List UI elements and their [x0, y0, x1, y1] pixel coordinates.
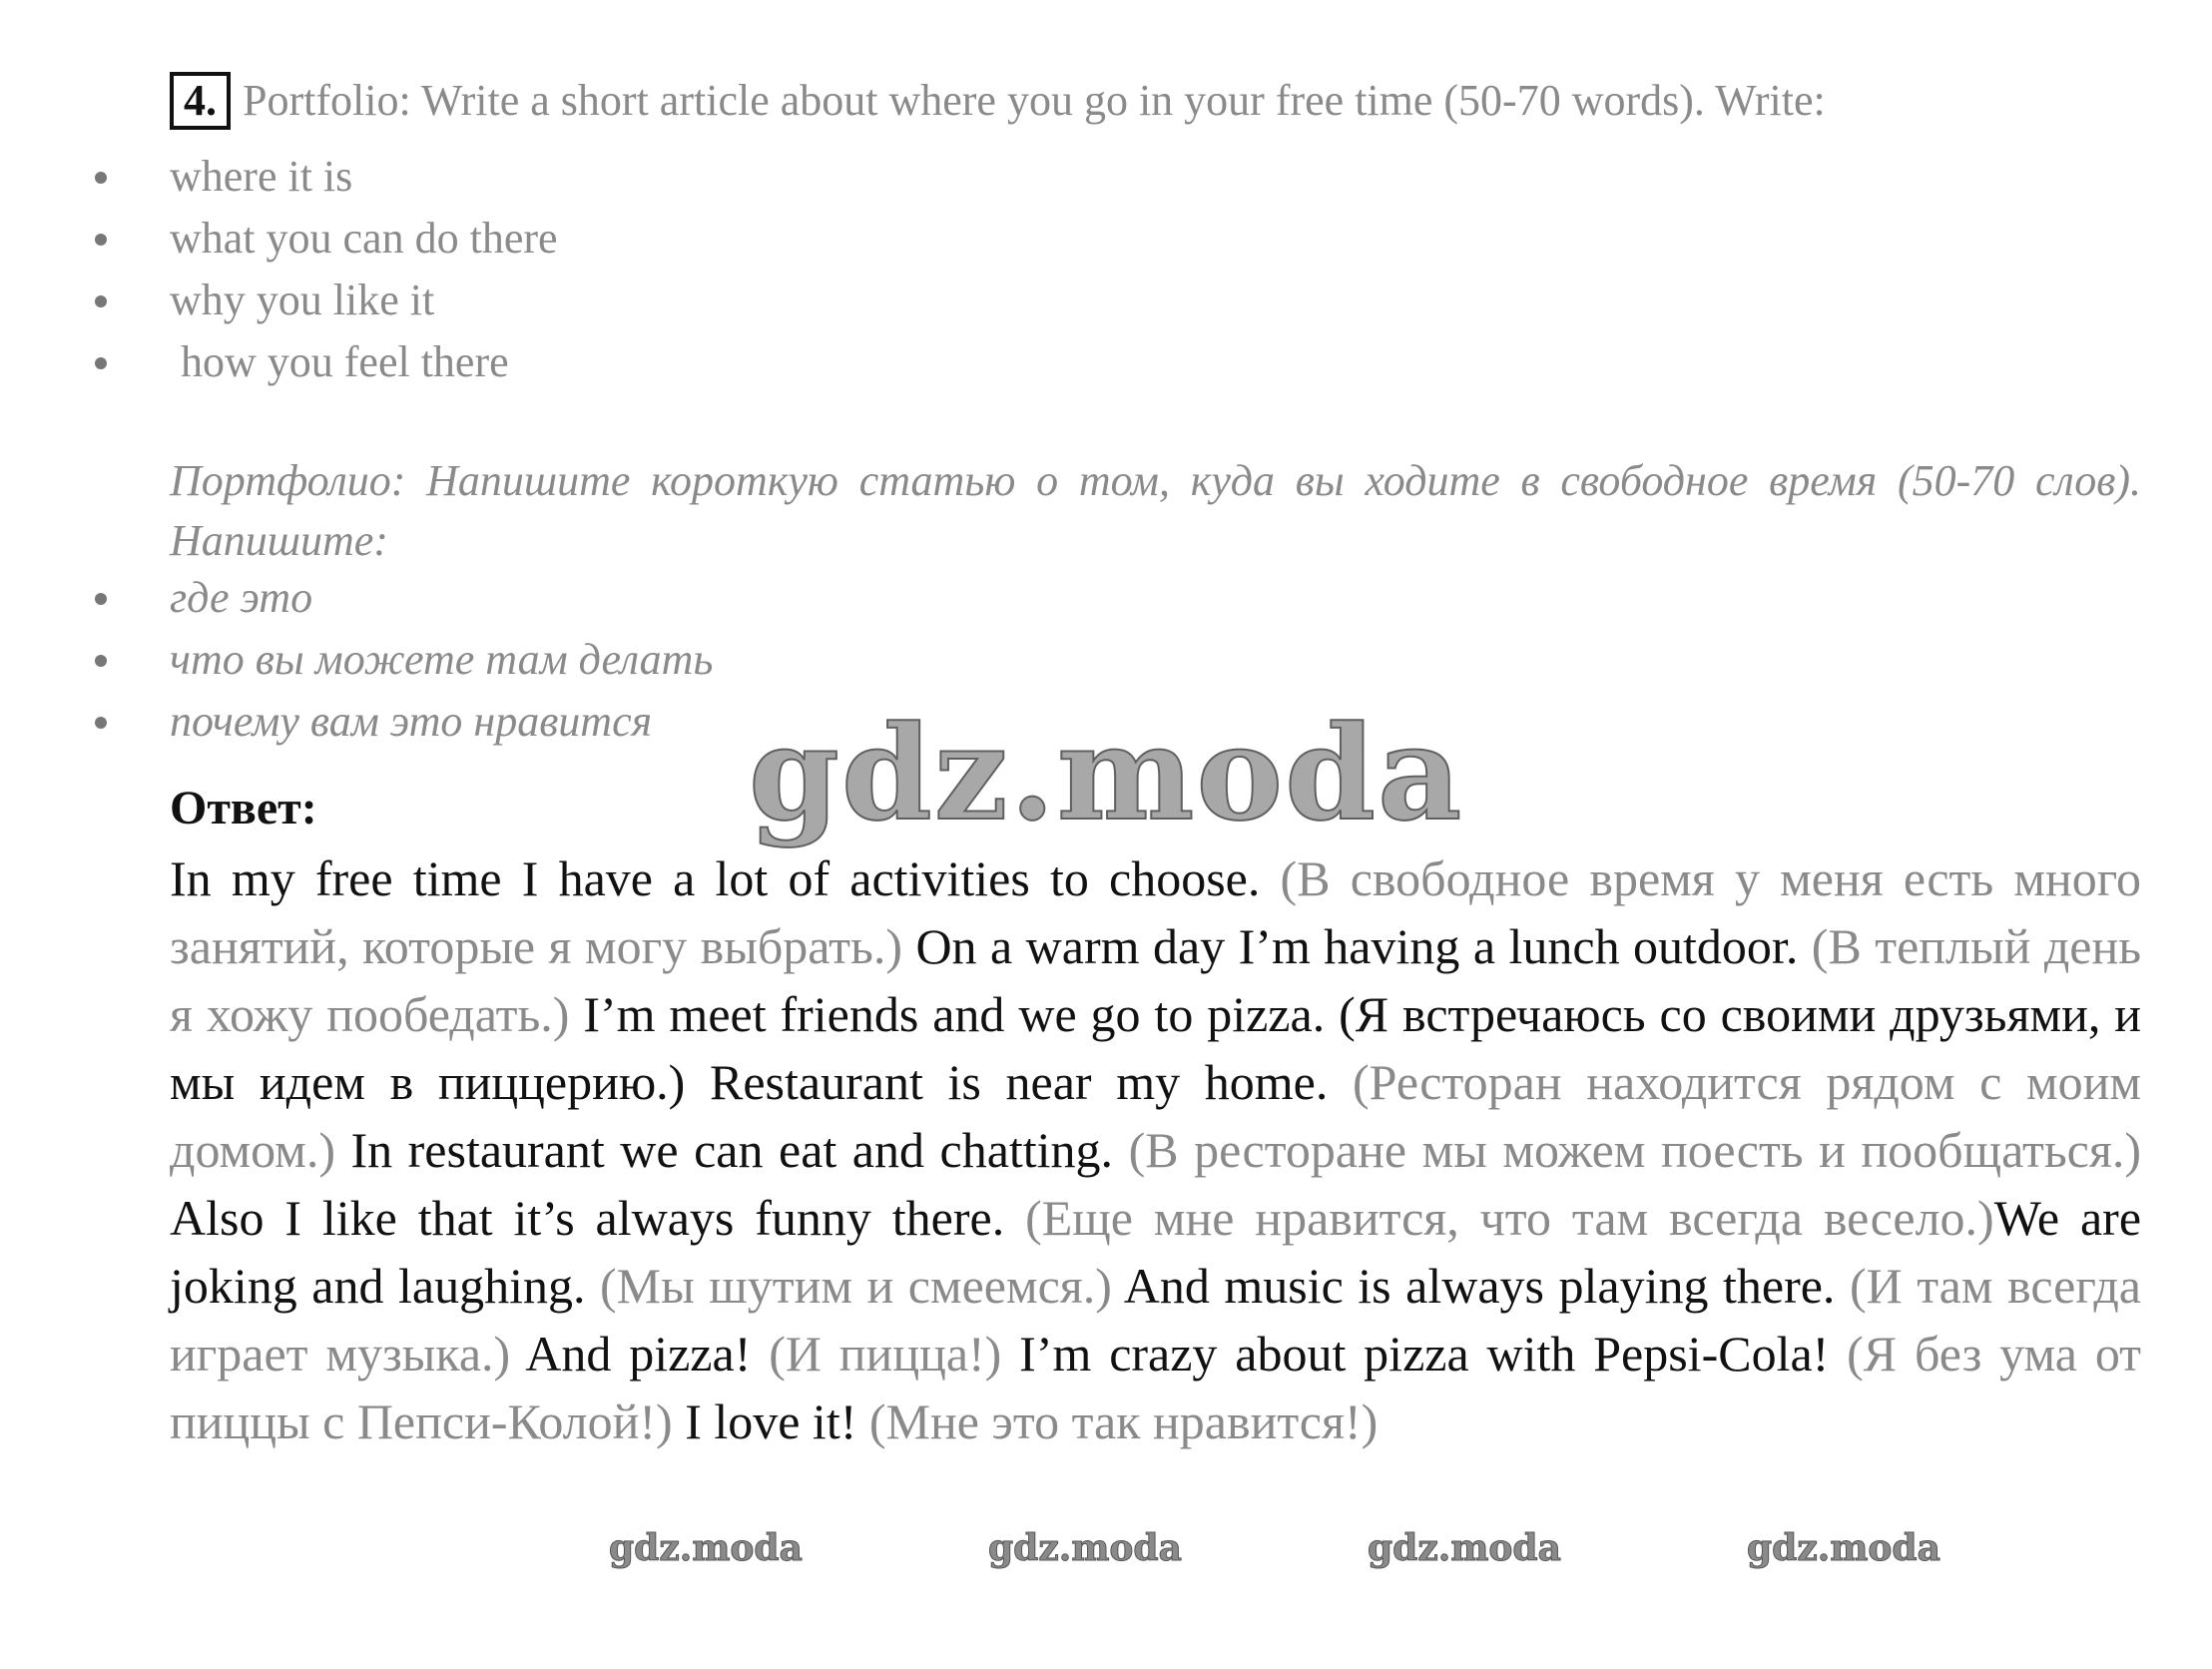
list-item: why you like it — [0, 270, 558, 331]
answer-sentence-ru: (Я встречаюсь со своими друзьями, и мы идем в пиццерию.) — [170, 986, 2142, 1110]
answer-sentence-ru: (В ресторане мы можем поесть и пообщаться.) — [1128, 1122, 2141, 1178]
task-bullet-list-ru — [0, 567, 713, 753]
answer-sentence-en: And pizza! — [525, 1326, 752, 1382]
answer-sentence-en: I love it! — [685, 1393, 857, 1449]
task-instruction-ru: Портфолио: Напишите короткую статью о том, куда вы ходите в свободное время (50-70 слов). Напишите: — [170, 456, 2141, 565]
answer-sentence-ru: (В теплый день я хожу пообедать.) — [170, 918, 2142, 1042]
answer-heading: Ответ: — [170, 782, 317, 834]
watermark-small: gdz.moda — [1747, 1527, 1940, 1569]
list-item: what you can do there — [0, 208, 558, 270]
list-item: что вы можете там делать — [0, 629, 713, 691]
bullet-icon — [95, 717, 107, 729]
bullet-icon — [95, 172, 107, 184]
answer-sentence-ru: (Мне это так нравится!) — [868, 1393, 1379, 1449]
answer-sentence-en: And music is always playing there. — [1123, 1258, 1836, 1314]
answer-sentence-en: Restaurant is near my home. — [710, 1054, 1329, 1110]
watermark-logo: gdz.moda — [749, 697, 1464, 849]
answer-sentence-ru: (И там всегда играет музыка.) — [170, 1258, 2141, 1382]
list-item: где это — [0, 567, 713, 629]
list-item: where it is — [0, 146, 558, 208]
answer-sentence-en: On a warm day I’m having a lunch outdoor. — [915, 918, 1799, 974]
answer-sentence-ru: (Еще мне нравится, что там всегда весело.) — [1025, 1190, 1994, 1246]
answer-sentence-ru: (Я без ума от пиццы с Пепси-Колой!) — [170, 1326, 2142, 1449]
answer-sentence-ru: (В свободное время у меня есть много занятий, которые я могу выбрать.) — [170, 850, 2142, 974]
answer-sentence-en: I’m meet friends and we go to pizza. — [583, 986, 1326, 1042]
watermark-small: gdz.moda — [609, 1527, 803, 1569]
answer-sentence-en: In restaurant we can eat and chatting. — [350, 1122, 1114, 1178]
answer-sentence-en: Also I like that it’s always funny there. — [170, 1190, 1005, 1246]
answer-text — [170, 844, 2141, 1455]
watermark-small: gdz.moda — [1368, 1527, 1561, 1569]
answer-sentence-ru: (Ресторан находится рядом с моим домом.) — [170, 1054, 2142, 1178]
task-number: 4. — [170, 72, 231, 130]
list-item: how you feel there — [0, 331, 558, 393]
answer-sentence-ru: (И пицца!) — [769, 1326, 1002, 1382]
answer-sentence-en: In my free time I have a lot of activities to choose. — [170, 850, 1261, 906]
task-instruction: Portfolio: Write a short article about where you go in your free time (50-70 words). Write: — [243, 76, 1826, 125]
list-item: почему вам это нравится — [0, 691, 713, 753]
bullet-icon — [95, 234, 107, 246]
bullet-icon — [95, 295, 107, 307]
bullet-icon — [95, 357, 107, 369]
bullet-icon — [95, 593, 107, 605]
answer-sentence-en: I’m crazy about pizza with Pepsi-Cola! — [1019, 1326, 1830, 1382]
bullet-icon — [95, 655, 107, 667]
task-heading — [170, 72, 1826, 130]
answer-sentence-en: We are joking and laughing. — [170, 1190, 2142, 1314]
task-bullet-list — [0, 146, 558, 393]
answer-sentence-ru: (Мы шутим и смеемся.) — [600, 1258, 1112, 1314]
watermark-small: gdz.moda — [988, 1527, 1182, 1569]
